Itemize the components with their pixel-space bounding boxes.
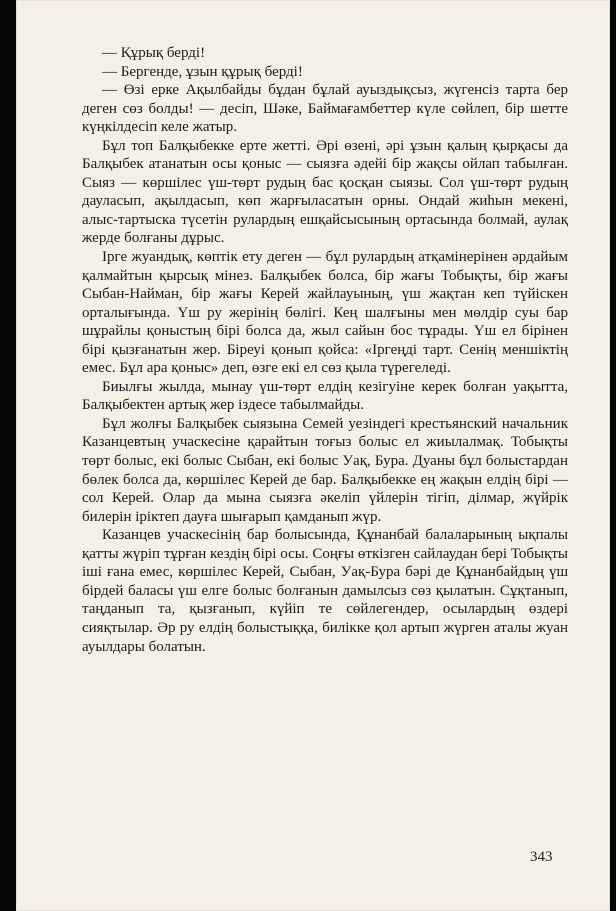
book-page — [16, 0, 610, 911]
paragraph: Бұл жолғы Балқыбек сыязына Семей уезіндегі крестьянский начальник Казанцевтың учаскесіне қарайтын тоғыз болыс ел жиылалмақ. Тобықты төрт болыс, екі болыс Сыбан, екі болыс Уақ, Бура. Дуаны бұл болыстардан бөлек болса да, көршілес Керей де бар. Балқыбекке ең жақын елдің бірі — сол Керей. Олар да мына сыязға әкеліп үйлерін тігіп, ділмар, жүйрік билерін іріктеп дауға шығарып қамданып жүр. — [82, 415, 568, 525]
paragraph: Казанцев учаскесінің бар болысында, Құнанбай балаларының ықпалы қатты жүріп тұрған кездің бірі осы. Соңғы өткізген сайлаудан бері Тобықты іші ғана емес, көршілес Керей, Сыбан, Уақ-Бура бәрі де Құнанбайдың үш бірдей баласы үш елге болыс болғанын дамылсыз сөз қылатын. Сұқтанып, таңданып та, қызғанып, күйіп те сөйлегендер, осылардың өздері сияқтылар. Әр ру елдің болыстыққа, билікке қол артып жүрген аталы жуан ауылдары болатын. — [82, 527, 568, 655]
paragraph: — Құрық берді! — [102, 45, 206, 61]
paragraph: — Өзі ерке Ақылбайды бұдан бұлай ауыздықсыз, жүгенсіз тарта бер деген сөз болды! — десіп, Шәке, Баймағамбеттер күле сөйлеп, бір шетте күңкілдесіп келе жатыр. — [82, 82, 568, 136]
paragraph: — Бергенде, ұзын құрық берді! — [102, 63, 303, 80]
paragraph: Биылғы жылда, мынау үш-төрт елдің кезігуіне керек болған уақытта, Балқыбектен артық жер іздесе табылмайды. — [82, 378, 568, 414]
body-text — [82, 44, 568, 656]
paragraph: Бұл топ Балқыбекке ерте жетті. Әрі өзені, әрі ұзын қалың қырқасы да Балқыбек атанатын осы қоныс — сыязға әдейі бір жақсы ойлап табылған. Сыяз — көршілес үш-төрт рудың бас қосқан сыязы. Сол үш-төрт рудың дауласып, ақылдасып, көп жарғыласатын орны. Ондай жиһын мекені, алыс-тартыска түсетін рулардың ешқайсысының ортасында болмай, аулақ жерде болғаны дұрыс. — [82, 137, 568, 247]
page-number: 343 — [530, 849, 553, 865]
paragraph: Ірге жуандық, көптік ету деген — бұл рулардың атқамінерінен әрдайым қалмайтын қырсық мінез. Балқыбек болса, бір жағы Тобықты, бір жағы Сыбан-Найман, бір жағы Керей жайлауының, үш жақтан кеп түйіскен орталығында. Үш ру жерінің бөлігі. Кең шалғыны мен мөлдір суы бар шұрайлы қоныстың бірі болса да, жыл сайын бос тұрады. Үш ел бірінен бірі қызғанатын жер. Біреуі қонып қойса: «Іргеңді тарт. Сенің меншіктің емес. Бұл ара қоныс» деп, өзге екі ел сөз қыла түрегеледі. — [82, 249, 568, 377]
